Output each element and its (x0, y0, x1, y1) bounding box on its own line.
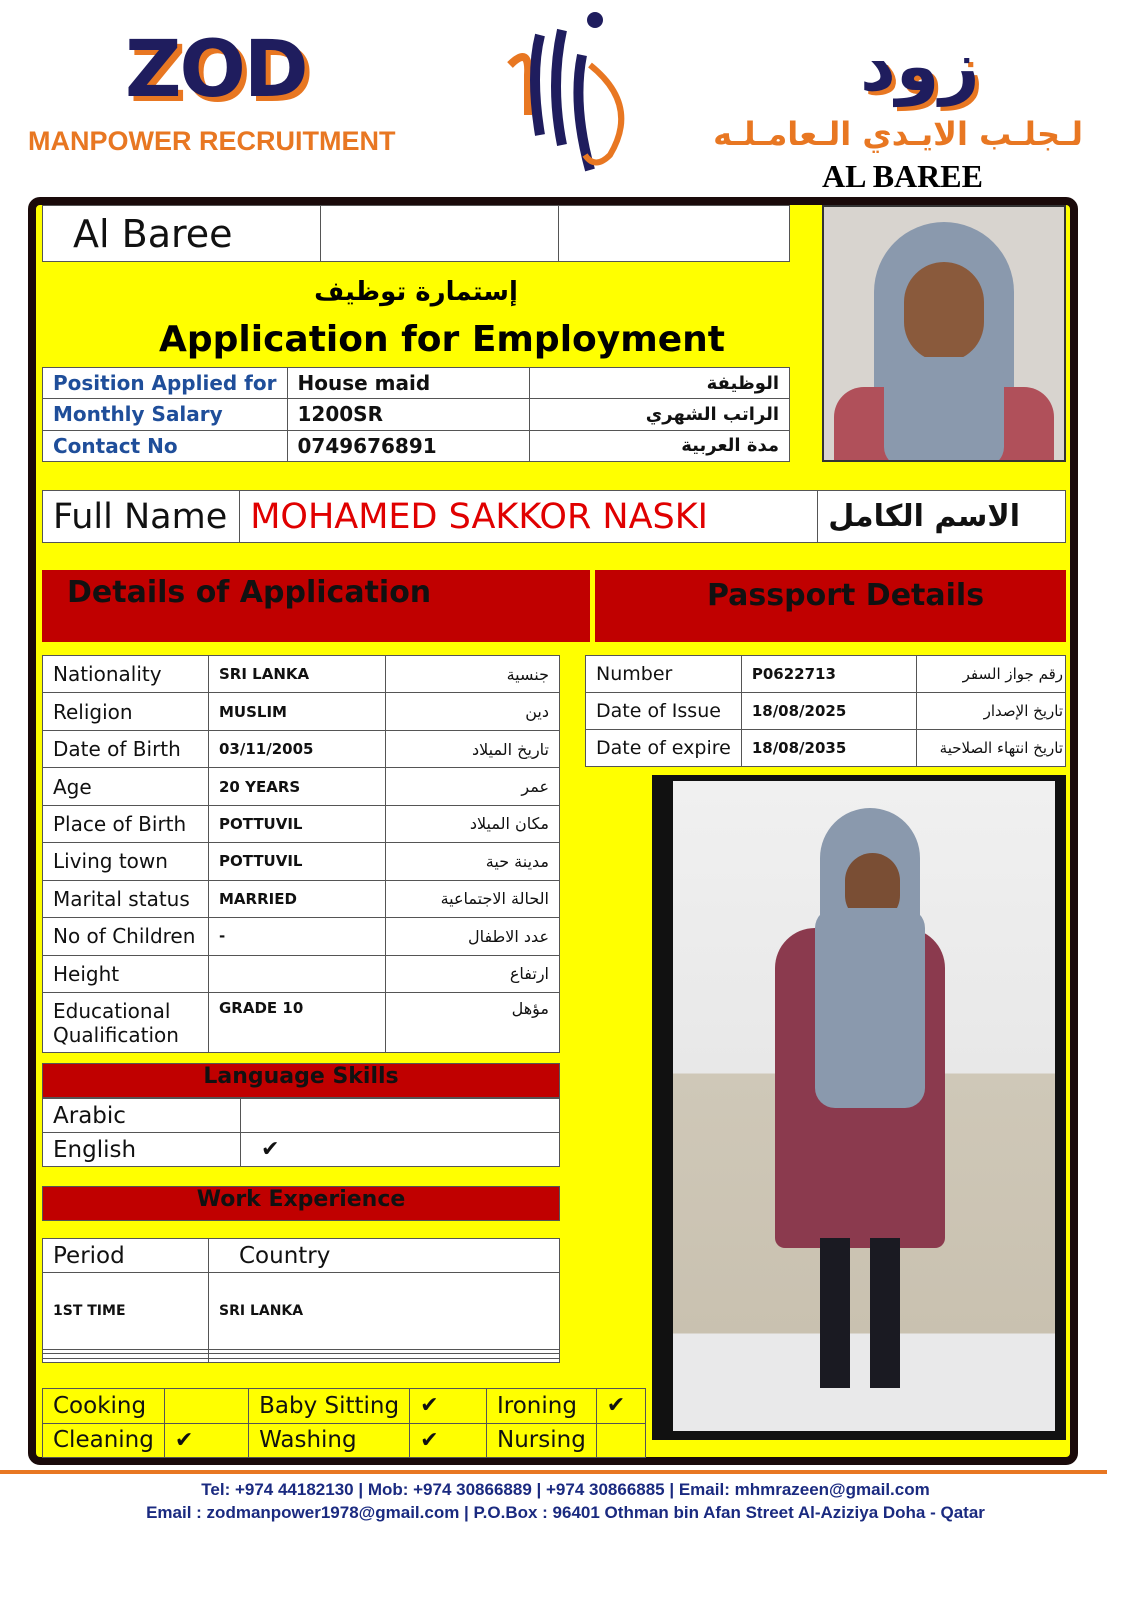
skill-check: ✔ (164, 1423, 248, 1458)
field-label: Height (43, 955, 209, 993)
field-value: 0749676891 (287, 430, 529, 461)
skill-check: ✔ (410, 1389, 487, 1424)
language-check: ✔ (241, 1133, 560, 1167)
full-name-arabic: الاسم الكامل (818, 491, 1066, 543)
field-value (209, 955, 386, 993)
field-label-arabic: مدينة حية (386, 843, 560, 880)
language-name: English (43, 1133, 241, 1167)
field-label: Contact No (43, 430, 288, 461)
footer-address: Email : zodmanpower1978@gmail.com | P.O.Box : 96401 Othman bin Afan Street Al-Aziziya Doha - Qatar (146, 1503, 985, 1522)
footer-divider (0, 1470, 1107, 1474)
field-value: MUSLIM (209, 693, 386, 730)
logo-arabic: زود (860, 25, 980, 107)
skill-label: Nursing (487, 1423, 597, 1458)
empty-cell (559, 206, 790, 262)
field-label-arabic: مدة العربية (529, 430, 790, 461)
field-value: MARRIED (209, 880, 386, 917)
skill-label: Baby Sitting (249, 1389, 410, 1424)
footer-contact: Tel: +974 44182130 | Mob: +974 30866889 | +974 30866885 | Email: mhmrazeen@gmail.com (201, 1480, 930, 1499)
field-label-arabic: تاريخ الميلاد (386, 730, 560, 767)
field-label: Date of expire (586, 730, 742, 767)
field-label: Position Applied for (43, 368, 288, 399)
field-label: Place of Birth (43, 805, 209, 842)
work-experience-header: Work Experience (42, 1186, 560, 1221)
table-row (43, 918, 560, 955)
table-row (43, 730, 560, 767)
position-table (42, 367, 790, 462)
field-value: 1200SR (287, 399, 529, 430)
field-label: No of Children (43, 918, 209, 955)
field-label: Marital status (43, 880, 209, 917)
work-table (42, 1238, 560, 1363)
field-label: Educational Qualification (43, 993, 209, 1053)
passport-table (585, 655, 1066, 767)
field-label-arabic: مؤهل (386, 993, 560, 1053)
skill-label: Cooking (43, 1389, 165, 1424)
table-row (586, 656, 1066, 693)
field-label: Number (586, 656, 742, 693)
field-label-arabic: عدد الاطفال (386, 918, 560, 955)
work-col-country: Country (209, 1239, 560, 1273)
field-label: Date of Issue (586, 693, 742, 730)
passport-header (595, 570, 1066, 642)
field-value: POTTUVIL (209, 805, 386, 842)
table-row (586, 730, 1066, 767)
logo-al-baree: AL BAREE (822, 158, 983, 194)
field-label-arabic: مكان الميلاد (386, 805, 560, 842)
language-name: Arabic (43, 1099, 241, 1133)
field-label-arabic: جنسية (386, 656, 560, 693)
table-row (43, 880, 560, 917)
details-header (42, 570, 590, 642)
table-row (43, 399, 790, 430)
field-label-arabic: دين (386, 693, 560, 730)
details-table (42, 655, 560, 1053)
skill-check: ✔ (410, 1423, 487, 1458)
portrait-photo (822, 205, 1066, 462)
table-row (43, 430, 790, 461)
skill-label: Ironing (487, 1389, 597, 1424)
field-value: POTTUVIL (209, 843, 386, 880)
logo-subtitle: MANPOWER RECRUITMENT (28, 126, 396, 156)
field-value: 18/08/2035 (741, 730, 916, 767)
work-col-period: Period (43, 1239, 209, 1273)
field-label-arabic: الحالة الاجتماعية (386, 880, 560, 917)
passport-header-label: Passport Details (707, 578, 985, 613)
field-label-arabic: تاريخ الإصدار (916, 693, 1065, 730)
table-row (43, 768, 560, 805)
zod-emblem-icon (500, 5, 635, 175)
field-label: Religion (43, 693, 209, 730)
skill-label: Cleaning (43, 1423, 165, 1458)
field-value: P0622713 (741, 656, 916, 693)
field-value: GRADE 10 (209, 993, 386, 1053)
language-table (42, 1098, 560, 1167)
skill-label: Washing (249, 1423, 410, 1458)
table-row (43, 1423, 646, 1458)
language-skills-header: Language Skills (42, 1063, 560, 1098)
field-label: Nationality (43, 656, 209, 693)
table-row (43, 368, 790, 399)
full-name-table (42, 490, 1066, 543)
zod-logo: ZOD (125, 25, 307, 115)
field-label-arabic: رقم جواز السفر (916, 656, 1065, 693)
field-label-arabic: الراتب الشهري (529, 399, 790, 430)
skills-table (42, 1388, 646, 1458)
field-label: Date of Birth (43, 730, 209, 767)
table-row (43, 1273, 560, 1350)
table-row (586, 693, 1066, 730)
full-body-photo (652, 775, 1066, 1440)
logo-arabic-subtitle: لـجلـب الايـدي الـعامـلـه (713, 115, 1083, 153)
field-value: House maid (287, 368, 529, 399)
field-label: Living town (43, 843, 209, 880)
field-label: Monthly Salary (43, 399, 288, 430)
field-value: SRI LANKA (209, 656, 386, 693)
table-row (43, 656, 560, 693)
field-value: 20 YEARS (209, 768, 386, 805)
table-row (43, 993, 560, 1053)
table-row (43, 805, 560, 842)
skill-check: ✔ (596, 1389, 645, 1424)
field-value: 03/11/2005 (209, 730, 386, 767)
field-label: Age (43, 768, 209, 805)
field-label-arabic: عمر (386, 768, 560, 805)
skill-check (164, 1389, 248, 1424)
page-title: Application for Employment (158, 319, 725, 360)
agency-name: Al Baree (43, 206, 321, 262)
full-name-value: MOHAMED SAKKOR NASKI (240, 491, 818, 543)
details-header-label: Details of Application (67, 575, 432, 610)
full-name-label: Full Name (43, 491, 240, 543)
table-row (43, 1133, 560, 1167)
title-arabic: إستمارة توظيف (314, 277, 518, 307)
table-row (43, 955, 560, 993)
field-value: - (209, 918, 386, 955)
work-period: 1ST TIME (43, 1273, 209, 1350)
table-row (43, 1389, 646, 1424)
skill-check (596, 1423, 645, 1458)
work-country: SRI LANKA (209, 1273, 560, 1350)
table-row (43, 693, 560, 730)
field-label-arabic: الوظيفة (529, 368, 790, 399)
field-value: 18/08/2025 (741, 693, 916, 730)
language-check (241, 1099, 560, 1133)
empty-cell (321, 206, 559, 262)
field-label-arabic: تاريخ انتهاء الصلاحية (916, 730, 1065, 767)
table-row (43, 843, 560, 880)
agency-table (42, 205, 790, 262)
field-label-arabic: ارتفاع (386, 955, 560, 993)
table-row (43, 1099, 560, 1133)
